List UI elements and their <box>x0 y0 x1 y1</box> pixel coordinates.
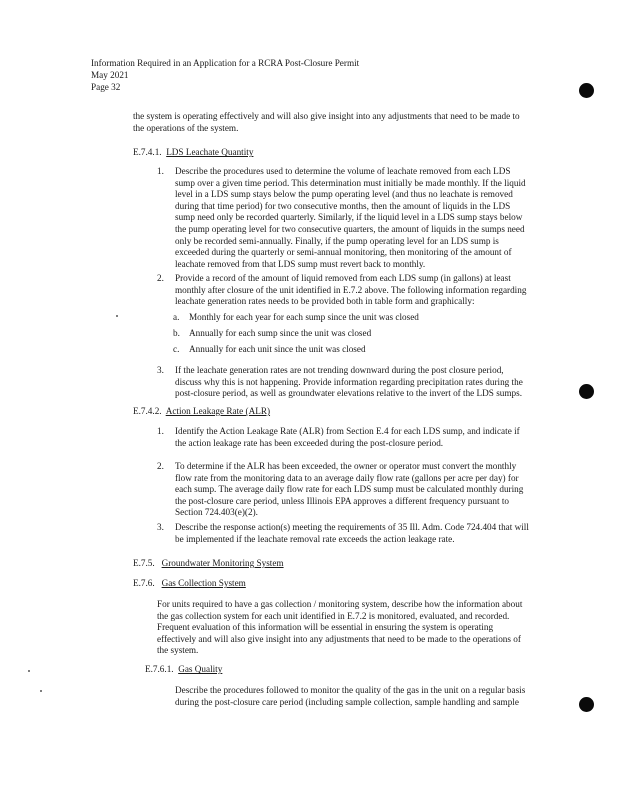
sublist-letter: c. <box>173 344 180 354</box>
list-number: 3. <box>157 522 164 532</box>
section-e742-heading <box>133 406 270 418</box>
sublist-item-text: Annually for each unit since the unit was closed <box>189 344 366 354</box>
header-page-number: Page 32 <box>91 82 121 92</box>
sublist-item-text: Monthly for each year for each sump since the unit was closed <box>189 312 419 322</box>
list-number: 2. <box>157 273 164 283</box>
list-item-text: Describe the procedures used to determine the volume of leachate removed from each LDS sump over a given time period. This determination must initially be made monthly. If the liquid level in a LDS sump stays below the pump operating level (and thus no leachate is removed during that time period) for two consecutive months, then the amount of liquids in the LDS sump need only be recorded quarterly. Similarly, if the liquid level in a LDS sump stays below the pump operating level for two consecutive quarters, the amount of liquids in the sumps need only be recorded semi-annually. Finally, if the pump operating level for an LDS sump is exceeded during the quarterly or semi-annual monitoring, then monitoring of the amount of leachate removed from that LDS sump must revert back to monthly. <box>175 166 526 269</box>
list-number: 1. <box>157 166 164 176</box>
scan-speck <box>116 315 118 317</box>
section-title: LDS Leachate Quantity <box>166 147 254 157</box>
section-title: Gas Quality <box>178 664 223 674</box>
section-number: E.7.5. <box>133 558 155 568</box>
section-number: E.7.6. <box>133 578 155 588</box>
section-e761-paragraph: Describe the procedures followed to monitor the quality of the gas in the unit on a regular basis during the post-closure care period (including sample collection, sample handling and sample <box>175 685 526 707</box>
scan-speck <box>40 690 42 692</box>
sublist-letter: a. <box>173 312 180 322</box>
section-e76-paragraph: For units required to have a gas collection / monitoring system, describe how the information about the gas collection system for each unit identified in E.7.2 is monitored, evaluated, and recorded. Frequent evaluation of this information will be essential in ensuring the system is operating effectively and will also give insight into any adjustments that need to be made to the operations of the system. <box>157 599 523 656</box>
sublist-item-text: Annually for each sump since the unit was closed <box>189 328 372 338</box>
section-e75-heading <box>133 558 284 570</box>
section-number: E.7.6.1. <box>145 664 174 674</box>
scan-speck <box>28 670 30 672</box>
list-item-text: Identify the Action Leakage Rate (ALR) from Section E.4 for each LDS sump, and indicate if the action leakage rate has been exceeded during the post-closure period. <box>175 426 520 448</box>
list-number: 1. <box>157 426 164 436</box>
list-item-text: Describe the response action(s) meeting the requirements of 35 Ill. Adm. Code 724.404 that will be implemented if the leachate removal rate exceeds the action leakage rate. <box>175 522 529 544</box>
list-number: 2. <box>157 461 164 471</box>
intro-paragraph: the system is operating effectively and will also give insight into any adjustments that need to be made to the operations of the system. <box>133 111 520 133</box>
section-number: E.7.4.2. <box>133 406 162 416</box>
section-title: Gas Collection System <box>161 578 246 588</box>
list-item-text: To determine if the ALR has been exceeded, the owner or operator must convert the monthly flow rate from the monitoring data to an average daily flow rate (gallons per acre per day) for each sump. The average daily flow rate for each LDS sump must be calculated monthly during the post-closure care period, unless Illinois EPA approves a different frequency pursuant to Section 724.403(e)(2). <box>175 461 524 518</box>
header-title: Information Required in an Application for a RCRA Post-Closure Permit <box>91 58 360 68</box>
section-title: Action Leakage Rate (ALR) <box>165 406 271 416</box>
section-e761-heading <box>145 664 222 676</box>
header-date: May 2021 <box>91 70 129 80</box>
list-item-text: Provide a record of the amount of liquid removed from each LDS sump (in gallons) at least monthly after closure of the unit identified in E.7.2 above. The following information regarding leachate generation rates needs to be provided both in table form and graphically: <box>175 273 527 307</box>
section-e76-heading <box>133 578 246 590</box>
binder-hole-bottom <box>579 697 594 712</box>
sublist-letter: b. <box>173 328 180 338</box>
section-number: E.7.4.1. <box>133 147 162 157</box>
binder-hole-top <box>579 83 594 98</box>
list-number: 3. <box>157 365 164 375</box>
section-title: Groundwater Monitoring System <box>161 558 284 568</box>
list-item-text: If the leachate generation rates are not trending downward during the post closure period, discuss why this is not happening. Provide information regarding precipitation rates during the post-closure period, as well as groundwater elevations relative to the invert of the LDS sumps. <box>175 365 523 399</box>
section-e741-heading <box>133 147 253 159</box>
binder-hole-middle <box>579 384 594 399</box>
